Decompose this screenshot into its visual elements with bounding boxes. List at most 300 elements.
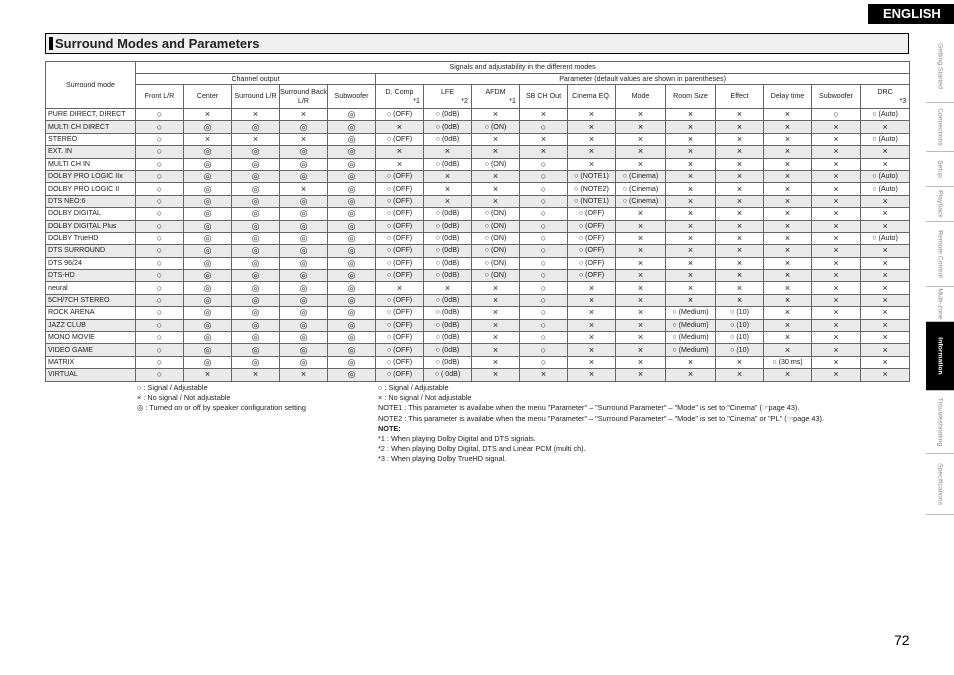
table-cell: ○ <box>520 170 568 182</box>
language-badge: ENGLISH <box>868 4 954 24</box>
table-cell: ◎ <box>328 332 376 344</box>
table-cell: × <box>716 294 764 306</box>
column-header-label: D. Comp <box>385 87 414 96</box>
table-cell: ○ <box>520 307 568 319</box>
sidebar-tab-label: Getting Started <box>936 43 944 89</box>
table-row <box>46 369 910 381</box>
sidebar-tab-playback[interactable] <box>926 187 954 222</box>
table-cell: × <box>764 332 812 344</box>
table-cell: ○ (0dB) <box>424 245 472 257</box>
legend-left <box>137 383 306 413</box>
table-cell: × <box>376 146 424 158</box>
table-cell: ○ (OFF) <box>376 369 424 381</box>
sidebar-tab-getting-started[interactable] <box>926 30 954 103</box>
surround-mode-name: MONO MOVIE <box>46 332 136 344</box>
table-cell: ○ <box>136 356 184 368</box>
table-cell: × <box>716 369 764 381</box>
table-cell: ◎ <box>328 183 376 195</box>
table-row <box>46 158 910 170</box>
table-row <box>46 307 910 319</box>
table-cell: ◎ <box>184 170 232 182</box>
table-cell: ◎ <box>280 356 328 368</box>
footnote: *2 : When playing Dolby Digital, DTS and Linear PCM (multi ch). <box>378 444 586 454</box>
table-cell: ◎ <box>328 319 376 331</box>
table-cell: ◎ <box>232 332 280 344</box>
table-cell: × <box>861 220 910 232</box>
table-cell: ○ (0dB) <box>424 109 472 121</box>
table-cell: × <box>716 183 764 195</box>
table-cell: ○ (0dB) <box>424 220 472 232</box>
footnote: *3 : When playing Dolby TrueHD signal. <box>378 454 507 464</box>
table-cell: ◎ <box>184 121 232 133</box>
surround-mode-name: DTS 96/24 <box>46 257 136 269</box>
table-cell: ◎ <box>184 195 232 207</box>
column-header <box>666 85 716 109</box>
table-cell: ○ (OFF) <box>568 257 616 269</box>
table-cell: ◎ <box>232 257 280 269</box>
table-cell: × <box>812 183 861 195</box>
table-cell: ○ <box>136 183 184 195</box>
table-cell: ◎ <box>184 356 232 368</box>
column-header <box>861 85 910 109</box>
table-cell: × <box>666 270 716 282</box>
table-cell: ◎ <box>328 369 376 381</box>
table-cell: × <box>472 133 520 145</box>
surround-mode-name: ROCK ARENA <box>46 307 136 319</box>
sidebar-tab-connections[interactable] <box>926 103 954 152</box>
table-cell: ○ (0dB) <box>424 257 472 269</box>
table-cell: × <box>666 109 716 121</box>
column-header-label: AFDM <box>485 87 506 96</box>
table-cell: × <box>424 146 472 158</box>
sidebar-tab-information[interactable] <box>926 322 954 391</box>
table-cell: × <box>666 170 716 182</box>
table-cell: ◎ <box>184 245 232 257</box>
table-cell: × <box>716 146 764 158</box>
table-cell: ○ (Medium) <box>666 344 716 356</box>
table-cell: ○ <box>136 344 184 356</box>
table-cell: ○ <box>136 257 184 269</box>
table-cell: ○ (OFF) <box>376 220 424 232</box>
table-cell: × <box>666 245 716 257</box>
table-cell: × <box>568 146 616 158</box>
table-cell: ◎ <box>184 270 232 282</box>
table-cell: ◎ <box>232 220 280 232</box>
title-accent-bar <box>49 37 53 50</box>
table-row <box>46 133 910 145</box>
sidebar-tab-troubleshooting[interactable] <box>926 391 954 454</box>
table-cell: ○ (Medium) <box>666 307 716 319</box>
table-cell: ◎ <box>328 195 376 207</box>
table-row <box>46 220 910 232</box>
table-cell: ◎ <box>232 158 280 170</box>
table-cell: × <box>764 307 812 319</box>
table-cell: × <box>472 183 520 195</box>
table-cell: × <box>472 109 520 121</box>
table-cell: ○ <box>520 356 568 368</box>
sidebar-tab-label: Playback <box>936 190 944 218</box>
table-cell: × <box>424 183 472 195</box>
table-cell: ◎ <box>184 257 232 269</box>
column-header-label: Cinema EQ. <box>572 92 611 100</box>
table-cell: × <box>568 158 616 170</box>
table-cell: × <box>616 232 666 244</box>
table-cell: ○ (OFF) <box>376 319 424 331</box>
table-cell: ○ <box>520 319 568 331</box>
sidebar-tab-label: Setup <box>936 160 944 178</box>
table-cell: × <box>716 208 764 220</box>
table-cell: ○ (0dB) <box>424 158 472 170</box>
table-cell: × <box>666 146 716 158</box>
table-cell: ◎ <box>232 121 280 133</box>
table-cell: × <box>716 133 764 145</box>
table-cell: × <box>861 307 910 319</box>
sidebar-tab-specifications[interactable] <box>926 454 954 515</box>
table-row <box>46 195 910 207</box>
table-cell: × <box>812 245 861 257</box>
table-cell: ○ (NOTE1) <box>568 195 616 207</box>
table-row <box>46 356 910 368</box>
table-cell: ○ (ON) <box>472 220 520 232</box>
table-cell: × <box>568 307 616 319</box>
table-cell: × <box>861 294 910 306</box>
table-cell: ○ (ON) <box>472 121 520 133</box>
table-cell: ○ (OFF) <box>376 356 424 368</box>
table-cell: × <box>861 208 910 220</box>
table-cell: × <box>616 121 666 133</box>
section-sidebar <box>926 30 954 540</box>
table-cell: × <box>520 133 568 145</box>
table-cell: × <box>666 220 716 232</box>
table-cell: ◎ <box>280 245 328 257</box>
table-cell: ○ <box>520 282 568 294</box>
table-cell: ◎ <box>232 294 280 306</box>
table-cell: ◎ <box>232 170 280 182</box>
table-cell: × <box>280 133 328 145</box>
table-cell: ○ (0dB) <box>424 344 472 356</box>
sidebar-tab-label: Multi-zone <box>936 288 944 320</box>
page-number: 72 <box>894 632 910 648</box>
table-cell: ◎ <box>280 332 328 344</box>
table-cell: ○ (Auto) <box>861 232 910 244</box>
column-header-label: DRC <box>877 87 893 96</box>
column-footnote-mark: *3 <box>899 96 907 105</box>
table-cell: ○ (Auto) <box>861 170 910 182</box>
table-cell: × <box>861 257 910 269</box>
table-cell: ○ (ON) <box>472 208 520 220</box>
table-row <box>46 109 910 121</box>
table-cell: ○ <box>520 257 568 269</box>
surround-mode-name: DTS-HD <box>46 270 136 282</box>
table-row <box>46 170 910 182</box>
table-cell: × <box>861 369 910 381</box>
column-header-label: Mode <box>631 92 650 100</box>
table-cell: × <box>764 146 812 158</box>
table-cell: ○ (Cinema) <box>616 195 666 207</box>
table-cell: × <box>764 220 812 232</box>
table-cell: × <box>472 319 520 331</box>
table-cell: ○ <box>520 270 568 282</box>
table-cell: ○ <box>136 245 184 257</box>
table-cell: ○ (0dB) <box>424 294 472 306</box>
table-row <box>46 245 910 257</box>
table-cell: ○ <box>136 158 184 170</box>
table-cell: × <box>472 307 520 319</box>
footnote: *1 : When playing Dolby Digital and DTS signals. <box>378 434 536 444</box>
table-cell: × <box>472 195 520 207</box>
table-cell: × <box>616 245 666 257</box>
table-cell: ○ <box>136 369 184 381</box>
table-cell: × <box>520 146 568 158</box>
surround-mode-name: DOLBY DIGITAL Plus <box>46 220 136 232</box>
table-cell: ○ (Cinema) <box>616 170 666 182</box>
table-cell: ◎ <box>328 109 376 121</box>
mode-header: Surround mode <box>46 62 136 109</box>
column-header <box>328 85 376 109</box>
table-cell: ○ <box>520 220 568 232</box>
table-cell: ○ (OFF) <box>376 183 424 195</box>
table-cell: ◎ <box>328 294 376 306</box>
table-cell: × <box>716 195 764 207</box>
table-cell: × <box>520 369 568 381</box>
table-cell: × <box>184 133 232 145</box>
column-header <box>568 85 616 109</box>
table-cell: ○ <box>520 208 568 220</box>
note2: NOTE2 : This parameter is availabe when the menu "Parameter" – "Surround Parameter" – "Mode" is set to "Cinema" or "PL" (☞page 43). <box>378 413 825 423</box>
column-header-label: Subwoofer <box>819 92 853 100</box>
column-header <box>716 85 764 109</box>
table-cell: × <box>812 220 861 232</box>
table-cell: × <box>861 195 910 207</box>
column-header-label: SB CH Out <box>525 92 562 100</box>
table-cell: × <box>666 356 716 368</box>
table-cell: × <box>666 257 716 269</box>
sidebar-tab-remote-control[interactable] <box>926 222 954 287</box>
table-cell: ○ (ON) <box>472 158 520 170</box>
table-cell: ◎ <box>184 220 232 232</box>
table-cell: ○ <box>136 319 184 331</box>
table-cell: × <box>812 332 861 344</box>
table-cell: × <box>861 319 910 331</box>
table-cell: × <box>812 344 861 356</box>
table-cell: × <box>184 369 232 381</box>
table-row <box>46 183 910 195</box>
table-cell: ◎ <box>232 282 280 294</box>
table-cell: ◎ <box>280 146 328 158</box>
table-cell: × <box>666 158 716 170</box>
table-cell: × <box>716 282 764 294</box>
table-cell: ◎ <box>184 294 232 306</box>
table-cell: × <box>764 270 812 282</box>
table-cell: ◎ <box>280 257 328 269</box>
table-cell: ○ ( 0dB) <box>424 369 472 381</box>
table-cell: ○ (OFF) <box>568 245 616 257</box>
table-cell: ○ <box>136 332 184 344</box>
table-cell: × <box>616 369 666 381</box>
table-cell: ○ (OFF) <box>376 344 424 356</box>
table-cell: ○ (NOTE2) <box>568 183 616 195</box>
table-cell: × <box>424 282 472 294</box>
table-cell: ◎ <box>184 332 232 344</box>
surround-mode-name: DTS SURROUND <box>46 245 136 257</box>
sidebar-tab-setup[interactable] <box>926 152 954 187</box>
column-header-label: Delay time <box>770 92 805 100</box>
table-cell: × <box>616 307 666 319</box>
table-cell: × <box>716 356 764 368</box>
legend-item: ○ : Signal / Adjustable <box>137 383 208 392</box>
table-cell: × <box>812 133 861 145</box>
note1: NOTE1 : This parameter is availabe when the menu "Parameter" – "Surround Parameter" – "Mode" is set to "Cinema" (☞page 43). <box>378 403 800 413</box>
table-cell: ◎ <box>280 121 328 133</box>
table-cell: ◎ <box>280 294 328 306</box>
table-cell: ○ <box>136 208 184 220</box>
table-cell: ◎ <box>232 195 280 207</box>
table-cell: × <box>568 121 616 133</box>
table-cell: ○ (Cinema) <box>616 183 666 195</box>
table-cell: × <box>472 344 520 356</box>
table-cell: × <box>812 270 861 282</box>
table-cell: ○ (OFF) <box>376 109 424 121</box>
table-cell: ◎ <box>184 319 232 331</box>
table-cell: × <box>616 356 666 368</box>
surround-mode-name: DOLBY DIGITAL <box>46 208 136 220</box>
table-row <box>46 257 910 269</box>
table-cell: ○ <box>520 195 568 207</box>
channel-output-header: Channel output <box>136 74 376 85</box>
column-footnote-mark: *1 <box>509 96 516 105</box>
table-cell: ◎ <box>280 195 328 207</box>
table-cell: ◎ <box>232 319 280 331</box>
table-cell: ○ (0dB) <box>424 208 472 220</box>
table-cell: ○ (0dB) <box>424 332 472 344</box>
sidebar-tab-multi-zone[interactable] <box>926 287 954 322</box>
table-cell: ○ (Auto) <box>861 183 910 195</box>
surround-mode-name: VIDEO GAME <box>46 344 136 356</box>
table-cell: ○ <box>136 307 184 319</box>
notes-right <box>378 383 824 465</box>
table-row <box>46 332 910 344</box>
table-cell: × <box>568 369 616 381</box>
surround-mode-name: VIRTUAL <box>46 369 136 381</box>
table-cell: ◎ <box>328 282 376 294</box>
table-cell: × <box>812 319 861 331</box>
table-cell: × <box>472 369 520 381</box>
column-header <box>376 85 424 109</box>
table-cell: ◎ <box>328 344 376 356</box>
sidebar-tab-label: Information <box>936 337 944 375</box>
table-cell: ○ <box>136 121 184 133</box>
table-cell: ○ (10) <box>716 332 764 344</box>
table-cell: × <box>280 109 328 121</box>
table-cell: ○ (10) <box>716 344 764 356</box>
column-header <box>136 85 184 109</box>
table-cell: ○ (Medium) <box>666 332 716 344</box>
table-cell: × <box>568 282 616 294</box>
column-header-label: Effect <box>730 92 749 100</box>
surround-mode-name: MULTI CH DIRECT <box>46 121 136 133</box>
table-cell: × <box>812 369 861 381</box>
table-cell: ◎ <box>328 170 376 182</box>
table-cell: ◎ <box>232 344 280 356</box>
column-header <box>184 85 232 109</box>
table-cell: ○ <box>520 232 568 244</box>
table-cell: ○ <box>136 220 184 232</box>
table-cell: × <box>232 109 280 121</box>
table-cell: ○ (Auto) <box>861 133 910 145</box>
table-cell: × <box>568 319 616 331</box>
table-cell: × <box>764 158 812 170</box>
table-cell: × <box>616 208 666 220</box>
table-cell: × <box>666 232 716 244</box>
table-row <box>46 208 910 220</box>
surround-mode-name: DOLBY TrueHD <box>46 232 136 244</box>
table-cell: ○ (0dB) <box>424 307 472 319</box>
table-cell: × <box>424 195 472 207</box>
table-cell: ◎ <box>184 282 232 294</box>
table-cell: × <box>716 220 764 232</box>
table-cell: ◎ <box>328 356 376 368</box>
table-cell: ○ <box>812 109 861 121</box>
table-cell: ◎ <box>328 146 376 158</box>
parameter-header: Parameter (default values are shown in parentheses) <box>376 74 910 85</box>
column-header-label: Room Size <box>673 92 708 100</box>
table-cell: × <box>568 133 616 145</box>
table-cell: × <box>861 146 910 158</box>
table-cell: × <box>764 183 812 195</box>
table-cell: ○ (OFF) <box>376 133 424 145</box>
table-cell: × <box>666 294 716 306</box>
table-row <box>46 282 910 294</box>
table-cell: ◎ <box>328 220 376 232</box>
table-cell: × <box>861 245 910 257</box>
table-cell: × <box>616 257 666 269</box>
table-cell: × <box>666 282 716 294</box>
table-row <box>46 294 910 306</box>
surround-mode-name: STEREO <box>46 133 136 145</box>
surround-mode-name: DTS NEO:6 <box>46 195 136 207</box>
table-cell: × <box>616 319 666 331</box>
surround-mode-name: neural <box>46 282 136 294</box>
sidebar-tab-label: Remote Control <box>936 230 944 278</box>
table-cell: × <box>861 158 910 170</box>
table-cell: ○ <box>136 133 184 145</box>
table-cell: × <box>568 294 616 306</box>
surround-mode-name: MULTI CH IN <box>46 158 136 170</box>
table-cell: ○ (ON) <box>472 270 520 282</box>
column-header <box>424 85 472 109</box>
table-cell: × <box>616 332 666 344</box>
table-cell: ◎ <box>184 307 232 319</box>
column-header <box>232 85 280 109</box>
table-cell: ○ (0dB) <box>424 356 472 368</box>
table-cell: ○ <box>520 245 568 257</box>
column-header <box>520 85 568 109</box>
table-cell: ◎ <box>232 307 280 319</box>
table-row <box>46 319 910 331</box>
table-cell: × <box>472 282 520 294</box>
table-cell: ◎ <box>280 282 328 294</box>
table-cell: ○ <box>136 232 184 244</box>
table-cell: × <box>812 232 861 244</box>
table-cell: ○ (0dB) <box>424 270 472 282</box>
surround-mode-name: EXT. IN <box>46 146 136 158</box>
legend-item: × : No signal / Not adjustable <box>137 393 231 402</box>
table-cell: × <box>666 195 716 207</box>
surround-mode-name: JAZZ CLUB <box>46 319 136 331</box>
table-cell: × <box>812 257 861 269</box>
table-cell: × <box>616 344 666 356</box>
table-cell: ○ <box>136 195 184 207</box>
